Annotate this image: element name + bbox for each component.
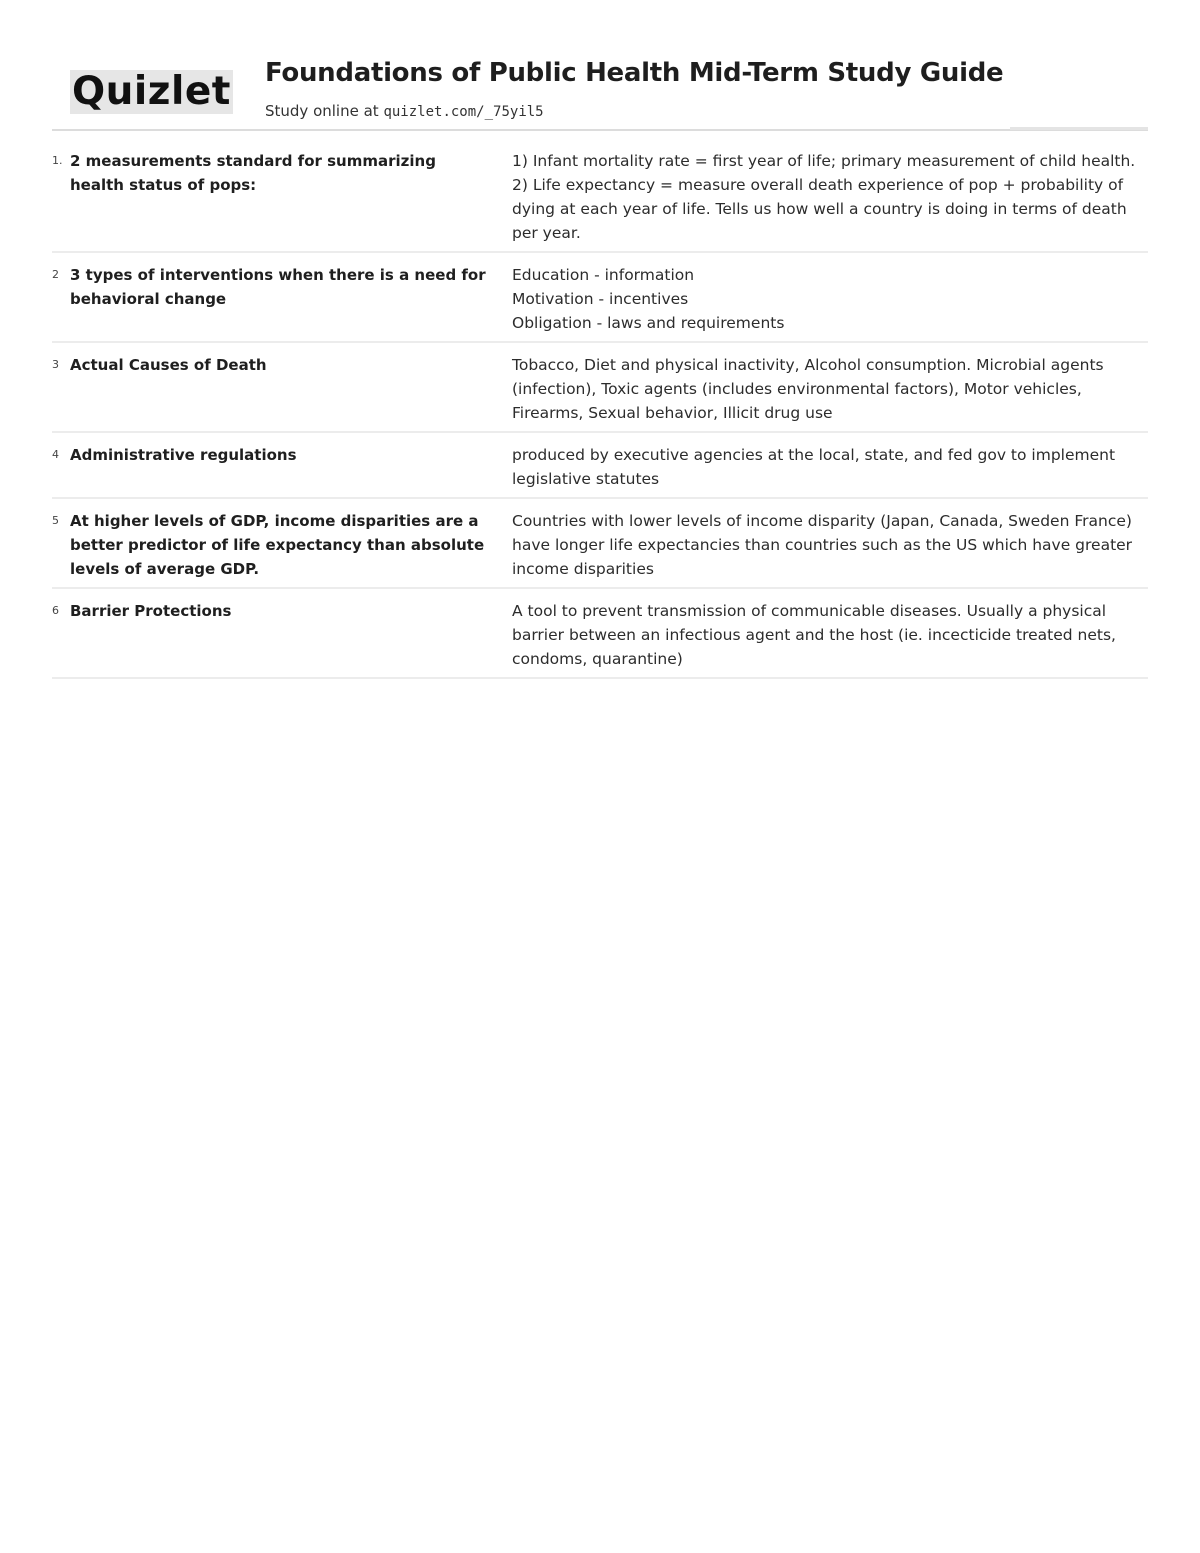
term-number: 6 (52, 604, 59, 617)
term-text: Actual Causes of Death (70, 356, 267, 374)
term-number: 1. (52, 154, 63, 167)
term-text: 3 types of interventions when there is a need for behavioral change (70, 266, 486, 308)
term-row (52, 593, 1148, 679)
term-text: At higher levels of GDP, income disparities are a better predictor of life expectancy than absolute levels of average GDP. (70, 512, 485, 578)
quizlet-logo: Quizlet (72, 69, 231, 114)
term-row (52, 503, 1148, 589)
term-definition: 1) Infant mortality rate = first year of life; primary measurement of child health. 2) Life expectancy = measure overall death experience of pop + probability of dying at each year of life. Tells us how well a country is doing in terms of death per year. (512, 152, 1136, 242)
term-text: 2 measurements standard for summarizing health status of pops: (70, 152, 436, 194)
term-number: 4 (52, 448, 59, 461)
study-url-link[interactable]: quizlet.com/_75yil5 (383, 104, 544, 120)
term-text: Administrative regulations (70, 446, 297, 464)
term-definition: Countries with lower levels of income disparity (Japan, Canada, Sweden France) have longer life expectancies than countries such as the US which have greater income disparities (512, 512, 1133, 578)
page-header (52, 52, 1148, 130)
term-definition: produced by executive agencies at the local, state, and fed gov to implement legislative statutes (512, 446, 1116, 488)
term-definition: A tool to prevent transmission of communicable diseases. Usually a physical barrier between an infectious agent and the host (ie. incecticide treated nets, condoms, quarantine) (512, 602, 1116, 668)
page-title: Foundations of Public Health Mid-Term Study Guide (265, 58, 1004, 88)
header-divider-accent (1010, 127, 1148, 130)
term-row (52, 437, 1148, 499)
term-row (52, 143, 1148, 253)
study-online-prefix: Study online at (265, 102, 384, 120)
term-number: 3 (52, 358, 59, 371)
term-row (52, 347, 1148, 433)
term-row (52, 257, 1148, 343)
term-text: Barrier Protections (70, 602, 232, 620)
study-online-line (265, 102, 544, 120)
header-divider (52, 129, 1148, 131)
term-definition: Tobacco, Diet and physical inactivity, Alcohol consumption. Microbial agents (infection), Toxic agents (includes environmental factors), Motor vehicles, Firearms, Sexual behavior, Illicit drug use (512, 356, 1104, 422)
term-number: 5 (52, 514, 59, 527)
term-number: 2 (52, 268, 59, 281)
term-definition: Education - information Motivation - incentives Obligation - laws and requirements (512, 266, 785, 332)
terms-list (52, 143, 1148, 683)
